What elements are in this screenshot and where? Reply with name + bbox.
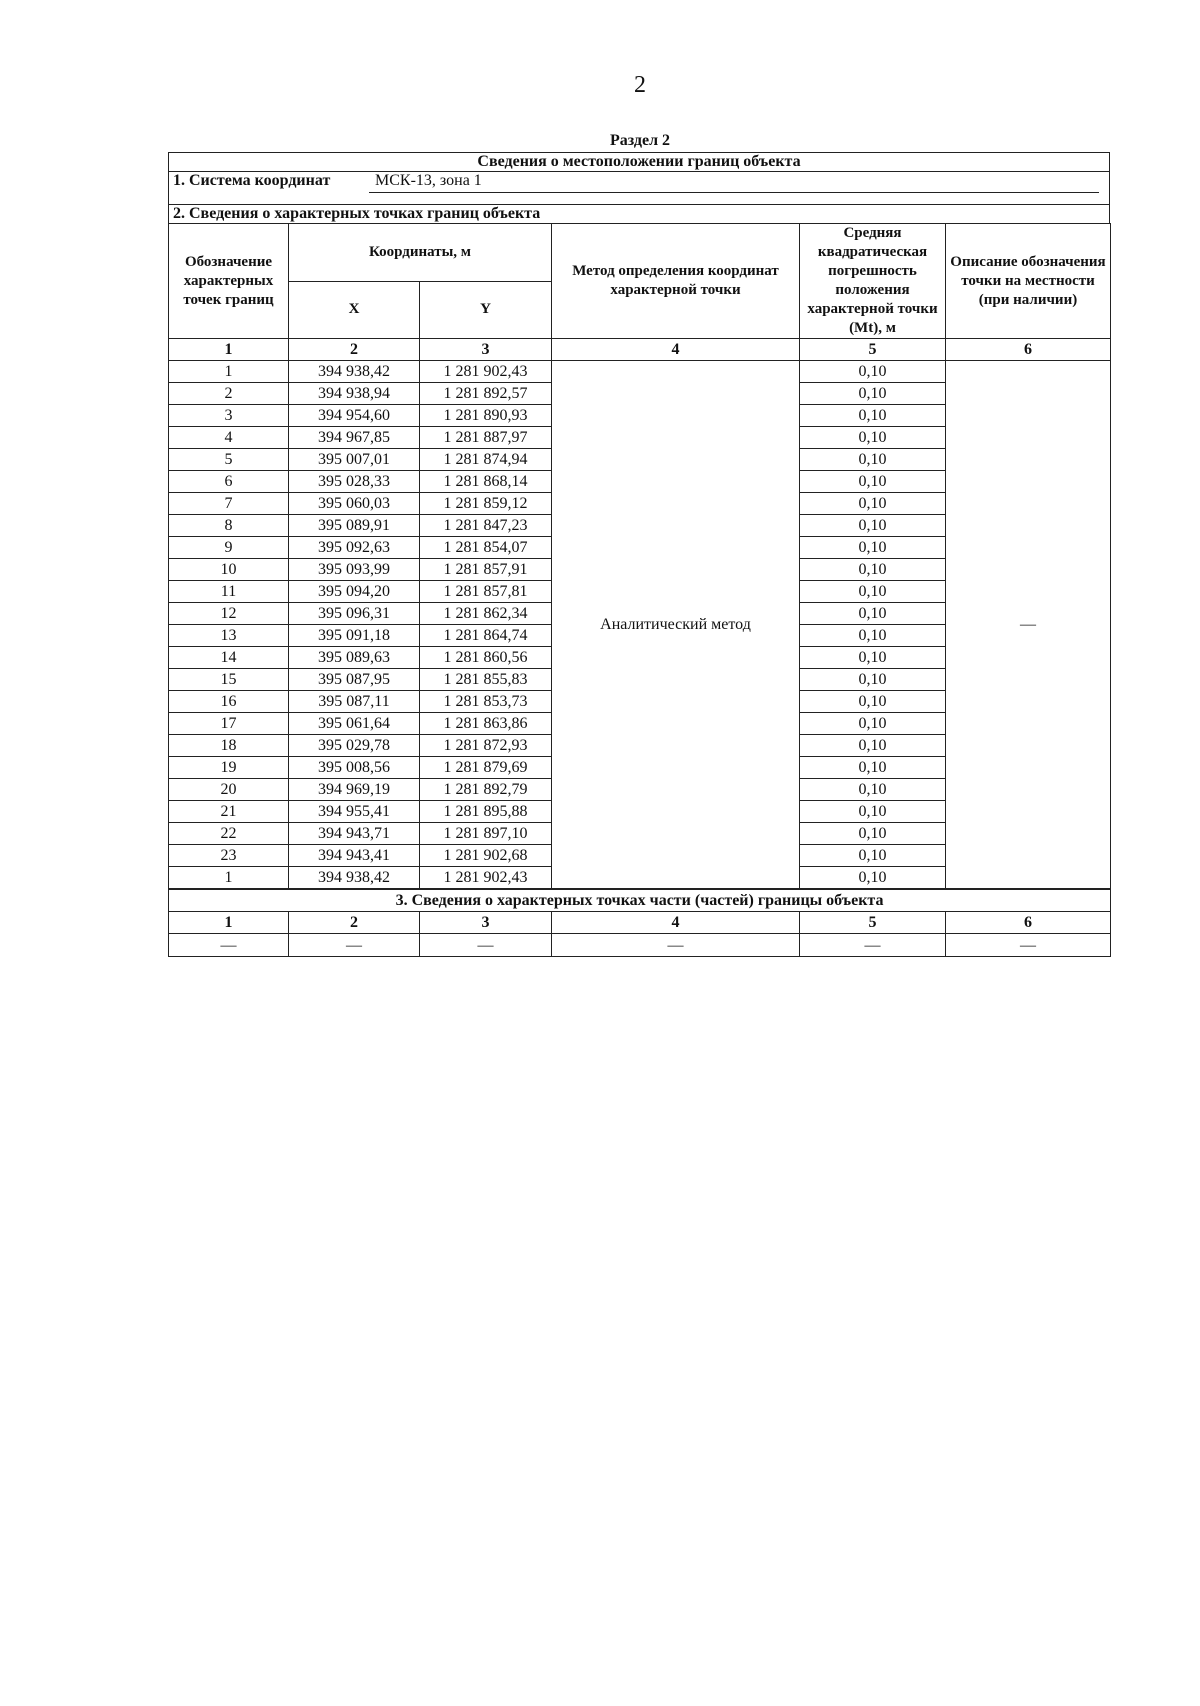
x-coordinate-cell: 395 007,01 <box>289 449 420 471</box>
x-coordinate-cell: 395 061,64 <box>289 713 420 735</box>
empty-cell: — <box>420 934 552 957</box>
x-coordinate-cell: 394 967,85 <box>289 427 420 449</box>
error-cell: 0,10 <box>800 603 946 625</box>
x-coordinate-cell: 394 938,42 <box>289 867 420 889</box>
error-cell: 0,10 <box>800 713 946 735</box>
y-coordinate-cell: 1 281 892,79 <box>420 779 552 801</box>
column-header-x: X <box>289 281 420 339</box>
column-number: 2 <box>289 912 420 934</box>
error-cell: 0,10 <box>800 845 946 867</box>
table-row <box>169 361 1111 383</box>
y-coordinate-cell: 1 281 897,10 <box>420 823 552 845</box>
error-cell: 0,10 <box>800 361 946 383</box>
column-number: 4 <box>552 912 800 934</box>
y-coordinate-cell: 1 281 857,81 <box>420 581 552 603</box>
column-number: 1 <box>169 912 289 934</box>
x-coordinate-cell: 395 091,18 <box>289 625 420 647</box>
column-number: 6 <box>946 912 1111 934</box>
error-cell: 0,10 <box>800 581 946 603</box>
error-cell: 0,10 <box>800 735 946 757</box>
y-coordinate-cell: 1 281 887,97 <box>420 427 552 449</box>
error-cell: 0,10 <box>800 779 946 801</box>
point-id-cell: 2 <box>169 383 289 405</box>
column-number: 5 <box>800 339 946 361</box>
empty-cell: — <box>289 934 420 957</box>
error-cell: 0,10 <box>800 383 946 405</box>
y-coordinate-cell: 1 281 879,69 <box>420 757 552 779</box>
point-id-cell: 22 <box>169 823 289 845</box>
y-coordinate-cell: 1 281 874,94 <box>420 449 552 471</box>
point-id-cell: 15 <box>169 669 289 691</box>
x-coordinate-cell: 395 087,95 <box>289 669 420 691</box>
error-cell: 0,10 <box>800 471 946 493</box>
x-coordinate-cell: 394 938,42 <box>289 361 420 383</box>
document-header: Сведения о местоположении границ объекта <box>168 152 1110 171</box>
error-cell: 0,10 <box>800 515 946 537</box>
column-number: 1 <box>169 339 289 361</box>
error-cell: 0,10 <box>800 691 946 713</box>
point-id-cell: 7 <box>169 493 289 515</box>
x-coordinate-cell: 394 955,41 <box>289 801 420 823</box>
boundary-document <box>168 152 1110 957</box>
empty-cell: — <box>169 934 289 957</box>
y-coordinate-cell: 1 281 902,68 <box>420 845 552 867</box>
error-cell: 0,10 <box>800 823 946 845</box>
point-id-cell: 21 <box>169 801 289 823</box>
error-cell: 0,10 <box>800 647 946 669</box>
y-coordinate-cell: 1 281 862,34 <box>420 603 552 625</box>
point-id-cell: 20 <box>169 779 289 801</box>
point-id-cell: 5 <box>169 449 289 471</box>
y-coordinate-cell: 1 281 855,83 <box>420 669 552 691</box>
empty-cell: — <box>552 934 800 957</box>
points-section-title: 2. Сведения о характерных точках границ объекта <box>168 204 1110 223</box>
x-coordinate-cell: 395 028,33 <box>289 471 420 493</box>
y-coordinate-cell: 1 281 854,07 <box>420 537 552 559</box>
column-header-method: Метод определения координат характерной точки <box>552 224 800 339</box>
y-coordinate-cell: 1 281 902,43 <box>420 361 552 383</box>
x-coordinate-cell: 395 092,63 <box>289 537 420 559</box>
empty-cell: — <box>800 934 946 957</box>
point-id-cell: 6 <box>169 471 289 493</box>
y-coordinate-cell: 1 281 847,23 <box>420 515 552 537</box>
y-coordinate-cell: 1 281 895,88 <box>420 801 552 823</box>
error-cell: 0,10 <box>800 405 946 427</box>
points-table-body <box>169 361 1111 889</box>
x-coordinate-cell: 395 093,99 <box>289 559 420 581</box>
x-coordinate-cell: 395 008,56 <box>289 757 420 779</box>
y-coordinate-cell: 1 281 890,93 <box>420 405 552 427</box>
y-coordinate-cell: 1 281 853,73 <box>420 691 552 713</box>
y-coordinate-cell: 1 281 859,12 <box>420 493 552 515</box>
x-coordinate-cell: 395 089,63 <box>289 647 420 669</box>
x-coordinate-cell: 395 094,20 <box>289 581 420 603</box>
x-coordinate-cell: 394 969,19 <box>289 779 420 801</box>
column-number: 4 <box>552 339 800 361</box>
coordinate-system-row <box>168 171 1110 204</box>
point-id-cell: 16 <box>169 691 289 713</box>
column-number: 2 <box>289 339 420 361</box>
coordinate-system-value: МСК-13, зона 1 <box>375 172 482 189</box>
x-coordinate-cell: 394 943,41 <box>289 845 420 867</box>
x-coordinate-cell: 395 087,11 <box>289 691 420 713</box>
empty-cell: — <box>946 934 1111 957</box>
y-coordinate-cell: 1 281 864,74 <box>420 625 552 647</box>
points-table <box>168 223 1111 889</box>
column-header-point: Обозначение характерных точек границ <box>169 224 289 339</box>
x-coordinate-cell: 394 954,60 <box>289 405 420 427</box>
page-number: 2 <box>634 72 646 98</box>
part-points-table <box>168 889 1111 957</box>
point-id-cell: 23 <box>169 845 289 867</box>
y-coordinate-cell: 1 281 863,86 <box>420 713 552 735</box>
error-cell: 0,10 <box>800 537 946 559</box>
x-coordinate-cell: 395 060,03 <box>289 493 420 515</box>
column-number: 3 <box>420 339 552 361</box>
error-cell: 0,10 <box>800 449 946 471</box>
error-cell: 0,10 <box>800 867 946 889</box>
y-coordinate-cell: 1 281 860,56 <box>420 647 552 669</box>
point-id-cell: 11 <box>169 581 289 603</box>
y-coordinate-cell: 1 281 902,43 <box>420 867 552 889</box>
error-cell: 0,10 <box>800 757 946 779</box>
column-header-y: Y <box>420 281 552 339</box>
point-id-cell: 8 <box>169 515 289 537</box>
point-id-cell: 4 <box>169 427 289 449</box>
column-number: 6 <box>946 339 1111 361</box>
point-id-cell: 19 <box>169 757 289 779</box>
section-title: Раздел 2 <box>609 132 671 149</box>
point-id-cell: 1 <box>169 867 289 889</box>
coordinate-system-label: 1. Система координат <box>173 172 331 189</box>
method-cell: Аналитический метод <box>552 361 800 889</box>
point-id-cell: 13 <box>169 625 289 647</box>
column-number: 3 <box>420 912 552 934</box>
error-cell: 0,10 <box>800 801 946 823</box>
point-id-cell: 10 <box>169 559 289 581</box>
x-coordinate-cell: 395 096,31 <box>289 603 420 625</box>
point-id-cell: 1 <box>169 361 289 383</box>
point-id-cell: 17 <box>169 713 289 735</box>
point-id-cell: 3 <box>169 405 289 427</box>
y-coordinate-cell: 1 281 872,93 <box>420 735 552 757</box>
part-section-title: 3. Сведения о характерных точках части (частей) границы объекта <box>169 890 1111 912</box>
error-cell: 0,10 <box>800 493 946 515</box>
y-coordinate-cell: 1 281 868,14 <box>420 471 552 493</box>
x-coordinate-cell: 394 943,71 <box>289 823 420 845</box>
underline <box>369 192 1099 193</box>
x-coordinate-cell: 395 089,91 <box>289 515 420 537</box>
error-cell: 0,10 <box>800 427 946 449</box>
y-coordinate-cell: 1 281 892,57 <box>420 383 552 405</box>
column-header-coordinates: Координаты, м <box>289 224 552 282</box>
point-id-cell: 12 <box>169 603 289 625</box>
column-header-description: Описание обозначения точки на местности (при наличии) <box>946 224 1111 339</box>
point-id-cell: 18 <box>169 735 289 757</box>
point-id-cell: 9 <box>169 537 289 559</box>
x-coordinate-cell: 394 938,94 <box>289 383 420 405</box>
error-cell: 0,10 <box>800 625 946 647</box>
column-header-error: Средняя квадратическая погрешность положения характерной точки (Mt), м <box>800 224 946 339</box>
error-cell: 0,10 <box>800 669 946 691</box>
x-coordinate-cell: 395 029,78 <box>289 735 420 757</box>
y-coordinate-cell: 1 281 857,91 <box>420 559 552 581</box>
column-number: 5 <box>800 912 946 934</box>
description-cell: — <box>946 361 1111 889</box>
error-cell: 0,10 <box>800 559 946 581</box>
point-id-cell: 14 <box>169 647 289 669</box>
